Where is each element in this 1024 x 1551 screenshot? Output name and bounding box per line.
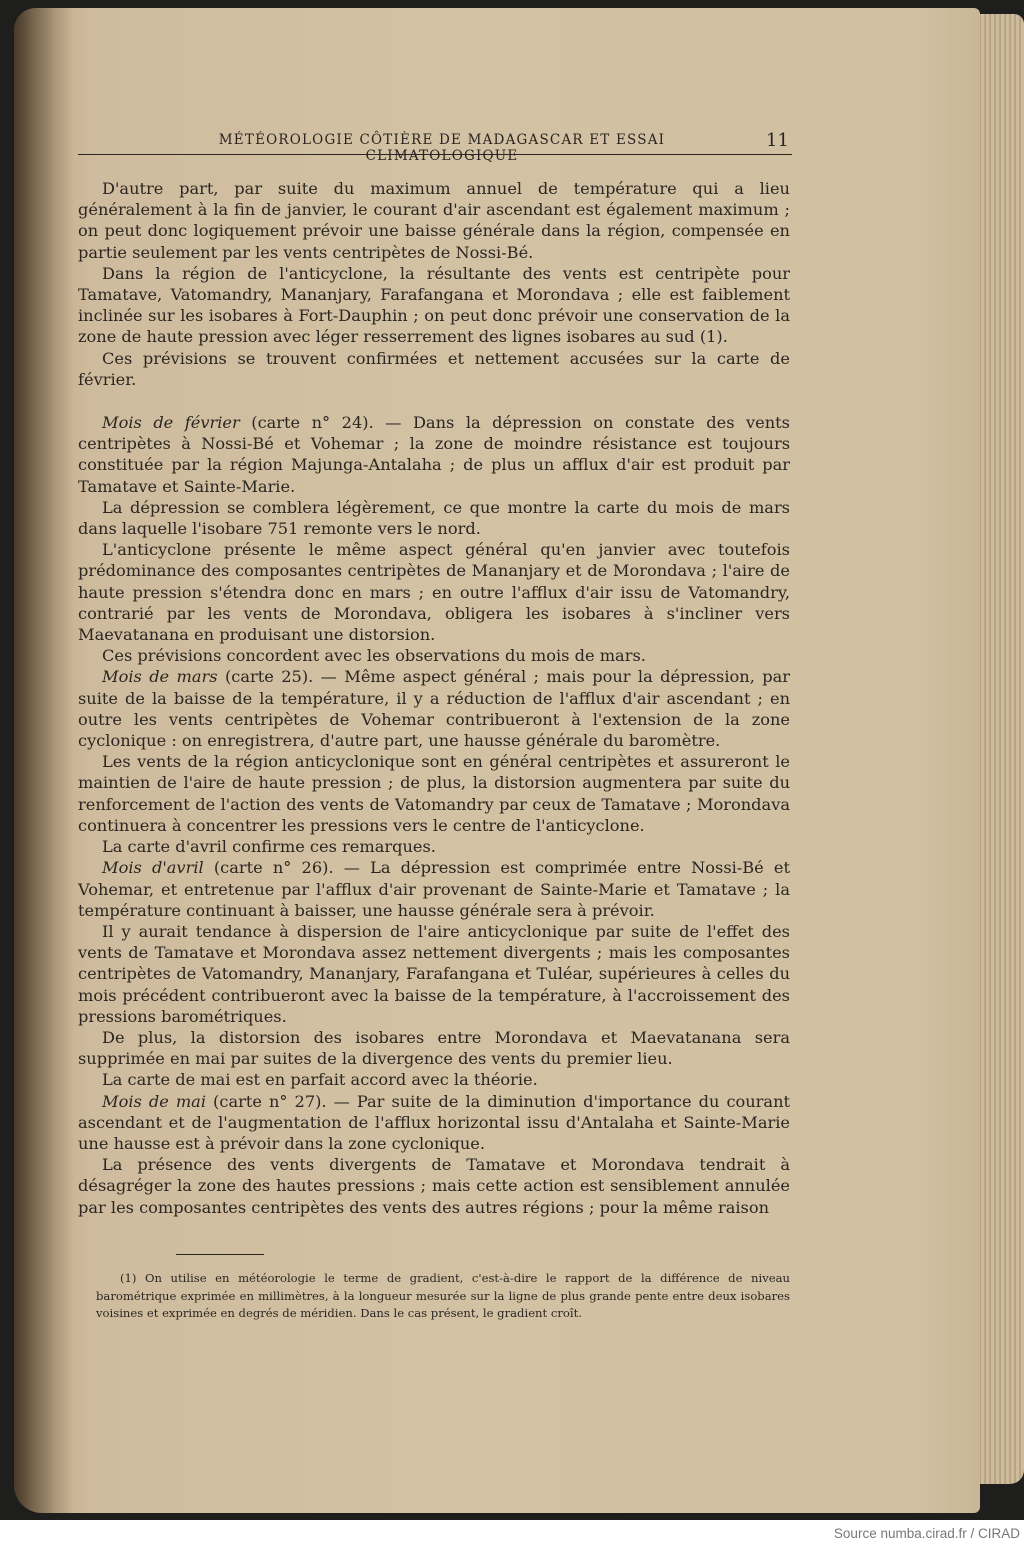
paragraph: Dans la région de l'anticyclone, la résultante des vents est centripète pour Tamatave, Vatomandry, Mananjary, Farafangana et Morondava ; elle est faiblement inclinée sur les isobares à Fort-Dauphin ; on peut donc prévoir une conservation de la zone de haute pression avec léger resserrement des lignes isobares au sud (1). [78,263,790,347]
section-lead: Mois de mars [102,667,218,687]
paragraph: La présence des vents divergents de Tamatave et Morondava tendrait à désagréger la zone des hautes pressions ; mais cette action est sensiblement annulée par les composantes centripètes des vents des autres régions ; pour la même raison [78,1155,790,1217]
body-text [78,178,790,1218]
paragraph: Il y aurait tendance à dispersion de l'aire anticyclonique par suite de l'effet des vents de Tamatave et Morondava assez nettement divergents ; mais les composantes centripètes de Vatomandry, Mananjary, Farafangana et Tuléar, supérieures à celles du mois précédent contribueront avec la baisse de la température, à l'accroissement des pressions barométriques. [78,921,790,1026]
footnote-rule [176,1254,264,1255]
section-paragraph-avril: Mois d'avril (carte n° 26). — La dépression est comprimée entre Nossi-Bé et Vohemar, et entretenue par l'afflux d'air provenant de Sainte-Marie et Tamatave ; la température continuant à baisser, une hausse générale sera à prévoir. [78,858,790,920]
footnote-text: (1) On utilise en météorologie le terme de gradient, c'est-à-dire le rapport de la différence de niveau barométrique exprimée en millimètres, à la longueur mesurée sur la ligne de plus grande pente entre deux isobares voisines et exprimée en degrés de méridien. Dans le cas présent, le gradient croît. [96,1271,790,1320]
paragraph: La dépression se comblera légèrement, ce que montre la carte du mois de mars dans laquelle l'isobare 751 remonte vers le nord. [78,497,790,539]
running-head: MÉTÉOROLOGIE CÔTIÈRE DE MADAGASCAR ET ESSAI CLIMATOLOGIQUE [218,132,666,164]
page-header [78,122,792,164]
section-lead: Mois de mai [102,1091,207,1111]
paragraph: Les vents de la région anticyclonique sont en général centripètes et assureront le maintien de l'aire de haute pression ; de plus, la distorsion augmentera par suite du renforcement de l'action des vents de Vatomandry par ceux de Tamatave ; Morondava continuera à concentrer les pressions vers le centre de l'anticyclone. [78,752,790,835]
paragraph: Ces prévisions se trouvent confirmées et nettement accusées sur la carte de février. [78,348,790,389]
paragraph: L'anticyclone présente le même aspect général qu'en janvier avec toutefois prédominance des composantes centripètes de Mananjary et de Morondava ; l'aire de haute pression s'étendra donc en mars ; en outre l'afflux d'air issu de Vatomandry, contrarié par les vents de Morondava, obligera les isobares à s'incliner vers Maevatanana en produisant une distorsion. [78,540,790,645]
page-fore-edge [976,14,1024,1484]
source-credit: Source numba.cirad.fr / CIRAD [833,1526,1020,1541]
paragraph: La carte de mai est en parfait accord avec la théorie. [102,1070,538,1090]
section-paragraph-fevrier: Mois de février (carte n° 24). — Dans la dépression on constate des vents centripètes à Nossi-Bé et Vohemar ; la zone de moindre résistance est toujours constituée par la région Majunga-Antalaha ; de plus un afflux d'air est produit par Tamatave et Sainte-Marie. [78,413,790,496]
spine-shadow [14,8,74,1513]
paragraph: Ces prévisions concordent avec les observations du mois de mars. [102,646,646,666]
footnote [96,1270,790,1323]
page-number: 11 [766,130,789,151]
section-paragraph-mai: Mois de mai (carte n° 27). — Par suite de la diminution d'importance du courant ascendant et de l'augmentation de l'afflux horizontal issu d'Antalaha et Sainte-Marie une hausse est à prévoir dans la zone cyclonique. [78,1091,790,1153]
paragraph: La carte d'avril confirme ces remarques. [102,837,436,857]
section-lead: Mois de février [102,413,240,433]
paragraph: D'autre part, par suite du maximum annuel de température qui a lieu généralement à la fin de janvier, le courant d'air ascendant est également maximum ; on peut donc logiquement prévoir une baisse générale dans la région, compensée en partie seulement par les vents centripètes de Nossi-Bé. [78,179,790,262]
section-lead: Mois d'avril [102,858,204,878]
paragraph: De plus, la distorsion des isobares entre Morondava et Maevatanana sera supprimée en mai par suites de la divergence des vents du premier lieu. [78,1027,790,1069]
section-paragraph-mars: Mois de mars (carte 25). — Même aspect général ; mais pour la dépression, par suite de la baisse de la température, il y a réduction de l'afflux d'air ascendant ; en outre les vents centripètes de Vohemar contribueront à l'extension de la zone cyclonique : on enregistrera, d'autre part, une hausse générale du baromètre. [78,667,791,751]
header-rule [78,154,792,155]
